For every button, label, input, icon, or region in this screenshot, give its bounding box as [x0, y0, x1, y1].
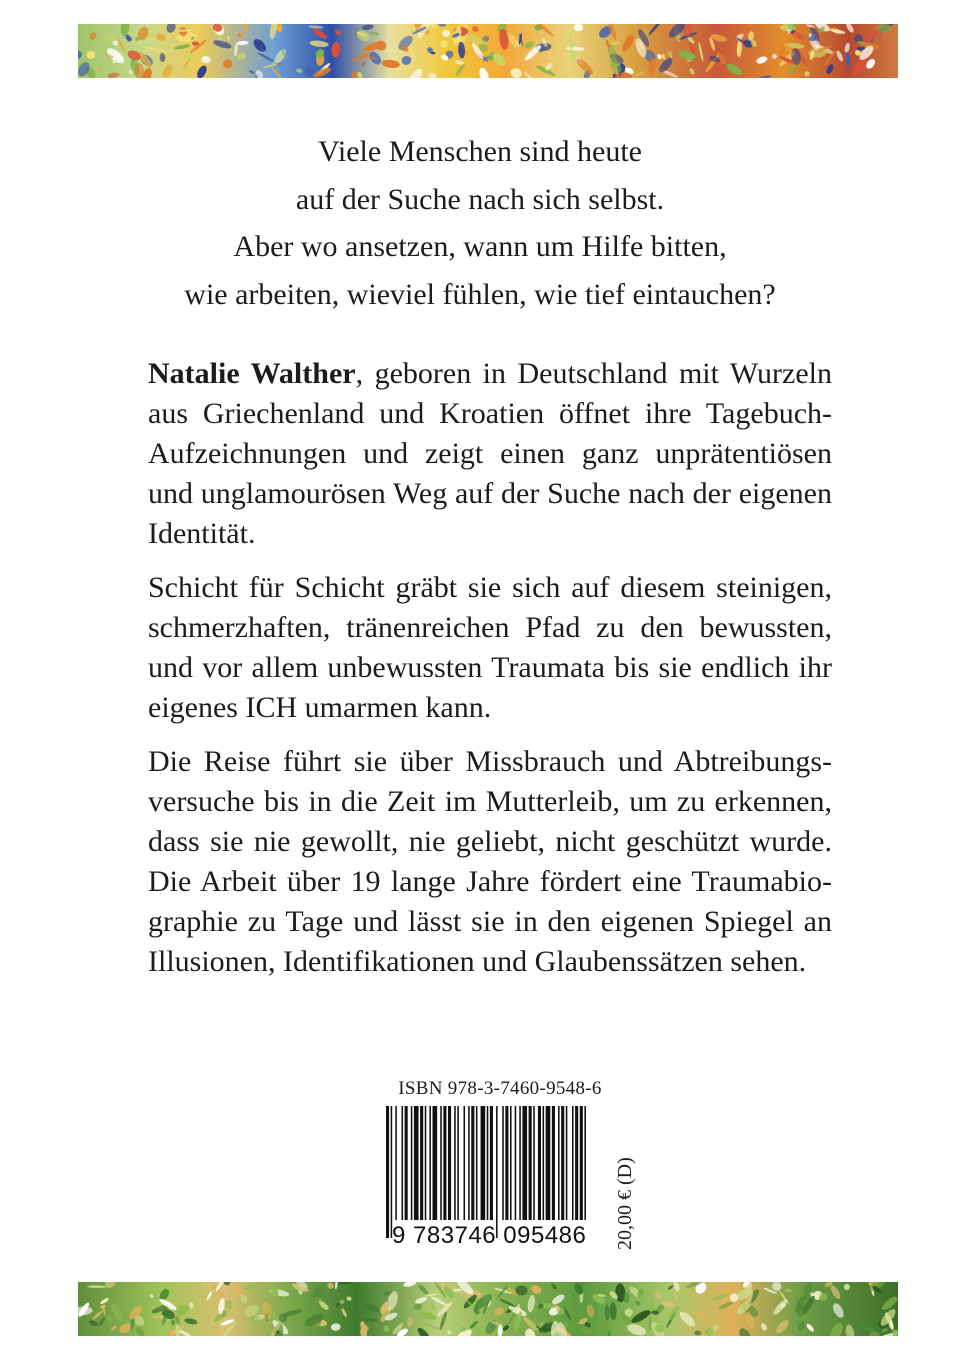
paint-stroke	[413, 1303, 422, 1310]
paint-stroke	[331, 41, 341, 58]
price-label: 20,00 € (D)	[614, 1157, 636, 1250]
paint-stroke	[109, 1302, 124, 1322]
paint-stroke	[171, 1320, 175, 1326]
paint-stroke	[430, 1302, 437, 1310]
paint-stroke	[805, 1323, 815, 1333]
paint-stroke	[515, 1285, 527, 1295]
paragraph-text: , geboren in Deutschland mit Wurzeln aus Griechenland und Kroatien öffnet ihre Tagebuch-Aufzeichnungen und zeigt einen ganz unprätentiösen und unglamourösen Weg auf der Suche nach der eigenen Identität.	[148, 357, 832, 550]
bottom-banner-painting	[78, 1282, 898, 1336]
paint-stroke	[737, 1326, 753, 1336]
paint-stroke	[535, 39, 540, 44]
paint-stroke	[497, 1324, 502, 1336]
paint-stroke	[295, 68, 302, 74]
paint-stroke	[333, 28, 342, 37]
paint-stroke	[357, 1317, 377, 1322]
paint-stroke	[312, 66, 332, 78]
paint-stroke	[97, 1316, 106, 1327]
paint-stroke	[772, 1298, 789, 1317]
isbn-label: ISBN 978-3-7460-9548-6	[398, 1078, 602, 1099]
paint-stroke	[416, 1326, 432, 1336]
paint-stroke	[530, 1283, 543, 1295]
paint-stroke	[243, 1282, 258, 1292]
paint-stroke	[346, 1296, 352, 1301]
intro-line: Aber wo ansetzen, wann um Hilfe bitten,	[233, 230, 727, 263]
paint-stroke	[825, 63, 835, 75]
paint-stroke	[694, 1331, 701, 1336]
paragraph-text: Schicht für Schicht gräbt sie sich auf diesem steinigen, schmerzhaften, tränenreichen Pfad zu den bewussten, und vor allem unbewussten Traumata bis sie endlich ihr eigenes ICH umarmen kann.	[148, 571, 832, 724]
paint-stroke	[674, 1292, 680, 1300]
paint-stroke	[242, 24, 248, 31]
paint-stroke	[341, 1308, 348, 1318]
paint-stroke	[573, 24, 583, 32]
barcode-bar	[476, 1106, 478, 1220]
paint-stroke	[634, 70, 646, 77]
paint-stroke	[78, 49, 83, 60]
paragraph-text: Die Reise führt sie über Missbrauch und Abtreibungsversuche bis in die Zeit im Mutterleib, um zu erkennen, dass sie nie gewollt, nie geliebt, nicht geschützt wurde. Die Arbeit über 19 lange Jahre fördert eine Traumabiographie zu Tage und lässt sie in den eigenen Spiegel an Illusionen, Identifikationen und Glaubenssätzen sehen.	[148, 745, 832, 978]
paint-stroke	[607, 1331, 611, 1336]
barcode-bar	[566, 1106, 568, 1220]
paint-stroke	[134, 1325, 146, 1336]
barcode-bar	[448, 1106, 451, 1220]
paint-stroke	[648, 24, 664, 36]
barcode-number: 9 783746 095486	[392, 1222, 587, 1249]
paint-stroke	[755, 55, 768, 65]
paint-stroke	[189, 1302, 195, 1310]
author-name: Natalie Walther	[148, 357, 356, 390]
paint-stroke	[318, 1300, 330, 1312]
paint-stroke	[580, 1325, 595, 1336]
paint-stroke	[844, 1284, 850, 1290]
paint-stroke	[844, 42, 851, 53]
barcode-bar	[433, 1106, 438, 1220]
paint-stroke	[865, 57, 877, 70]
paint-stroke	[844, 1324, 856, 1336]
paragraph-author	[148, 354, 832, 554]
paint-stroke	[149, 1294, 154, 1299]
paint-stroke	[604, 1304, 609, 1320]
barcode-bar	[533, 1106, 535, 1220]
blurb	[148, 354, 832, 996]
barcode-bar	[471, 1106, 474, 1220]
paint-stroke	[383, 1325, 389, 1332]
paint-stroke	[99, 1297, 109, 1305]
paint-stroke	[835, 50, 844, 62]
paint-stroke	[439, 39, 449, 49]
paint-stroke	[499, 1298, 516, 1308]
paint-stroke	[112, 39, 120, 46]
paint-stroke	[251, 37, 268, 54]
paint-stroke	[677, 1309, 697, 1329]
paint-stroke	[308, 25, 324, 29]
paint-stroke	[88, 1319, 99, 1327]
paint-stroke	[414, 1295, 428, 1305]
paint-stroke	[370, 31, 379, 36]
paint-stroke	[145, 46, 166, 53]
barcode-bar	[580, 1106, 583, 1220]
barcode-bar	[505, 1106, 508, 1220]
paint-stroke	[623, 1293, 629, 1304]
paint-stroke	[760, 1322, 769, 1332]
barcode-bar	[496, 1106, 498, 1238]
paint-stroke	[88, 31, 98, 42]
paint-stroke	[736, 40, 742, 58]
paint-stroke	[654, 1291, 661, 1299]
paint-stroke	[110, 1325, 117, 1332]
barcode-bar	[429, 1106, 431, 1220]
paint-stroke	[694, 1310, 712, 1323]
paint-stroke	[673, 1282, 681, 1292]
paint-stroke	[102, 1306, 106, 1315]
barcode-bar	[519, 1106, 521, 1220]
paint-stroke	[429, 24, 437, 29]
paint-stroke	[523, 71, 536, 78]
paint-stroke	[236, 40, 248, 45]
paint-stroke	[621, 33, 636, 53]
paint-stroke	[355, 28, 372, 43]
barcode-bar	[443, 1106, 446, 1220]
paint-stroke	[526, 1294, 536, 1312]
paint-stroke	[417, 1283, 430, 1295]
paint-stroke	[362, 1301, 381, 1314]
paint-stroke	[262, 63, 278, 70]
paint-stroke	[784, 1289, 793, 1292]
barcode-bar	[584, 1106, 586, 1220]
barcode-bar	[454, 1106, 456, 1220]
paint-stroke	[438, 24, 446, 27]
barcode-bar	[515, 1106, 517, 1220]
paint-stroke	[187, 52, 193, 60]
barcode-bar	[414, 1106, 419, 1220]
paint-stroke	[107, 1314, 112, 1323]
paint-stroke	[524, 40, 535, 50]
barcode-bar	[425, 1106, 427, 1220]
paint-stroke	[502, 1324, 510, 1332]
paint-stroke	[223, 1282, 232, 1287]
barcode-bar	[440, 1106, 442, 1220]
paint-stroke	[609, 1302, 617, 1320]
barcode-bar	[405, 1106, 408, 1220]
top-banner-painting	[78, 24, 898, 78]
paint-stroke	[850, 56, 869, 78]
paint-stroke	[233, 43, 238, 57]
intro-line: auf der Suche nach sich selbst.	[295, 182, 665, 216]
paint-stroke	[98, 67, 103, 71]
paint-stroke	[326, 1282, 335, 1290]
barcode-bar	[411, 1106, 413, 1220]
barcode-bar	[420, 1106, 423, 1220]
paint-stroke	[591, 1292, 607, 1306]
paint-stroke	[667, 1285, 673, 1291]
paint-stroke	[406, 1317, 413, 1328]
paint-stroke	[845, 52, 850, 68]
paint-stroke	[420, 1321, 439, 1330]
barcode-bar	[468, 1106, 470, 1220]
paint-stroke	[827, 1321, 846, 1336]
paint-stroke	[269, 24, 279, 40]
paint-stroke	[257, 51, 275, 63]
paint-stroke	[845, 24, 855, 34]
paint-stroke	[330, 1323, 341, 1332]
paint-stroke	[225, 1299, 234, 1309]
barcode-bar	[464, 1106, 466, 1220]
paint-stroke	[458, 41, 466, 58]
paint-stroke	[471, 25, 479, 32]
paint-stroke	[756, 75, 772, 78]
paint-stroke	[312, 27, 329, 40]
paint-stroke	[155, 32, 166, 42]
barcode-bar	[386, 1106, 389, 1238]
paint-stroke	[401, 55, 412, 65]
paint-stroke	[566, 46, 585, 51]
intro-line: wie arbeiten, wieviel fühlen, wie tief eintauchen?	[184, 277, 776, 311]
bottom-decorative-banner	[78, 1282, 898, 1336]
barcode-bar	[510, 1106, 512, 1220]
barcode-bar	[481, 1106, 486, 1220]
paint-stroke	[206, 1291, 213, 1301]
barcode-bar	[558, 1106, 560, 1220]
barcode-bar	[522, 1106, 527, 1220]
paint-stroke	[550, 1282, 558, 1290]
paint-stroke	[270, 66, 283, 78]
paint-stroke	[725, 61, 744, 77]
paint-stroke	[195, 64, 208, 78]
paint-stroke	[774, 1318, 791, 1335]
paint-stroke	[376, 40, 388, 51]
barcode-bar	[538, 1106, 541, 1220]
paint-stroke	[362, 24, 374, 30]
barcode-bar	[402, 1106, 404, 1220]
paint-stroke	[165, 24, 178, 34]
paint-stroke	[117, 38, 127, 54]
paint-stroke	[698, 41, 705, 61]
paint-stroke	[713, 24, 717, 30]
barcode-bar	[395, 1106, 397, 1220]
paint-stroke	[535, 64, 556, 78]
barcode-bar	[391, 1106, 393, 1238]
paint-stroke	[688, 67, 695, 75]
paint-stroke	[236, 52, 247, 61]
barcode-bar	[575, 1106, 578, 1220]
paint-stroke	[107, 72, 119, 78]
paint-stroke	[796, 1320, 807, 1332]
barcode-bar	[561, 1106, 564, 1220]
paint-stroke	[634, 1300, 641, 1307]
paint-stroke	[648, 1314, 651, 1331]
paint-stroke	[509, 67, 523, 78]
paint-stroke	[562, 1306, 572, 1322]
barcode-bar	[543, 1106, 545, 1220]
paint-stroke	[729, 1292, 739, 1302]
paint-stroke	[182, 58, 191, 70]
paint-stroke	[249, 70, 255, 75]
paint-stroke	[478, 67, 491, 78]
paint-stroke	[428, 72, 437, 78]
paint-stroke	[407, 66, 425, 78]
paint-stroke	[223, 59, 233, 68]
paint-stroke	[86, 50, 95, 59]
paint-stroke	[804, 70, 810, 76]
barcode-bar	[487, 1106, 489, 1220]
paint-stroke	[829, 1284, 842, 1300]
barcode-bar	[529, 1106, 532, 1220]
barcode-bar	[552, 1106, 555, 1220]
paint-stroke	[447, 1330, 453, 1335]
intro-text	[120, 128, 840, 318]
paint-stroke	[403, 1282, 417, 1288]
paint-stroke	[442, 30, 450, 37]
paint-stroke	[201, 56, 211, 63]
intro-line: Viele Menschen sind heute	[318, 135, 642, 168]
barcode-bar	[457, 1106, 459, 1220]
top-decorative-banner	[78, 24, 898, 78]
barcode-bar	[502, 1106, 504, 1220]
paint-stroke	[309, 40, 329, 48]
paint-stroke	[493, 1306, 506, 1317]
barcode-bar	[490, 1106, 493, 1220]
paint-stroke	[880, 1295, 898, 1312]
paint-stroke	[771, 53, 777, 60]
paint-stroke	[227, 35, 230, 41]
paint-stroke	[336, 1282, 353, 1285]
paint-stroke	[586, 1304, 596, 1318]
barcode-bar	[572, 1106, 574, 1220]
paint-stroke	[360, 60, 367, 67]
paint-stroke	[161, 63, 175, 78]
barcode-bar	[546, 1106, 551, 1220]
paint-stroke	[174, 44, 191, 51]
paint-stroke	[120, 24, 130, 37]
paint-stroke	[417, 1309, 438, 1321]
